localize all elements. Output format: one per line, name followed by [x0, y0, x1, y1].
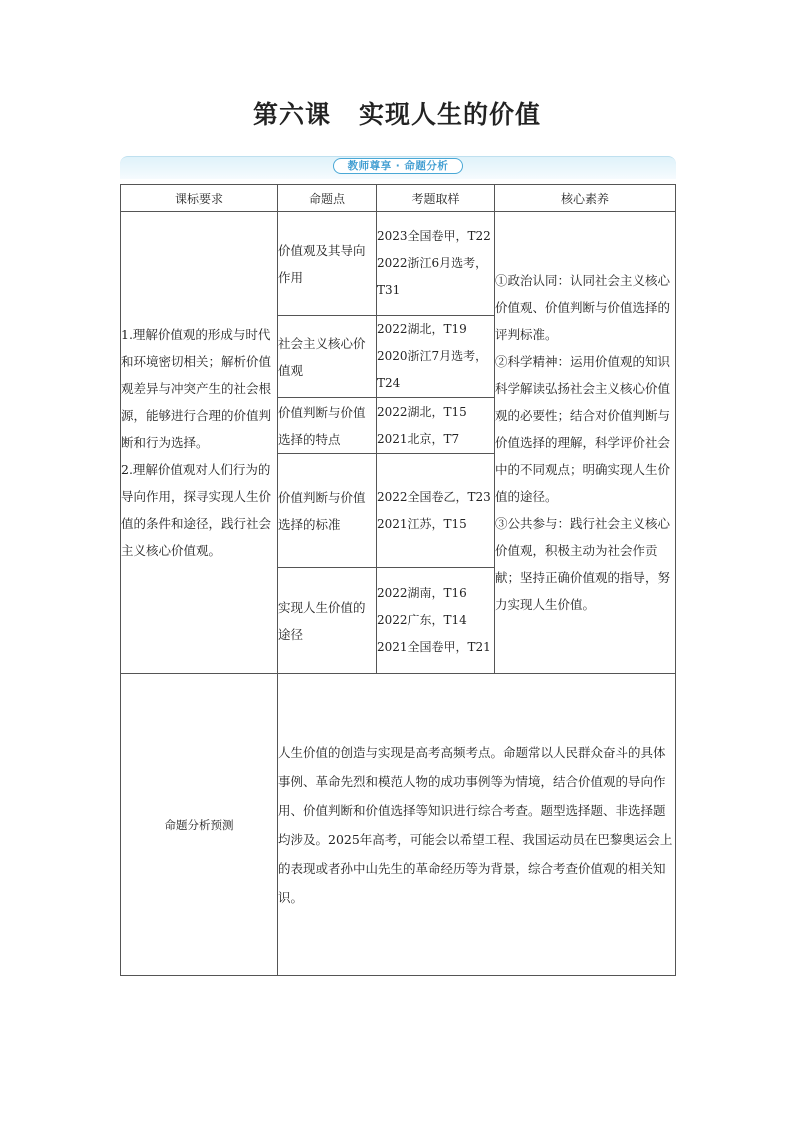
point-cell: 价值判断与价值选择的特点	[278, 398, 377, 454]
core-cell	[495, 212, 676, 674]
core-2: ②科学精神：运用价值观的知识科学解读弘扬社会主义核心价值观的必要性；结合对价值判断与价值选择的理解，科学评价社会中的不同观点；明确实现人生价值的途径。	[495, 354, 671, 504]
header-requirements: 课标要求	[121, 185, 278, 212]
sample: 2022广东，T14	[377, 613, 467, 627]
requirement-2: 2.理解价值观对人们行为的导向作用，探寻实现人生价值的条件和途径，践行社会主义核心价值观。	[121, 462, 272, 558]
point-cell: 价值判断与价值选择的标准	[278, 454, 377, 568]
prediction-label: 命题分析预测	[121, 674, 278, 976]
samples-cell	[377, 212, 495, 316]
core-1: ①政治认同：认同社会主义核心价值观、价值判断与价值选择的评判标准。	[495, 273, 671, 342]
sample: 2021全国卷甲，T21	[377, 640, 491, 654]
point-cell: 社会主义核心价值观	[278, 316, 377, 398]
requirement-1: 1.理解价值观的形成与时代和环境密切相关；解析价值观差异与冲突产生的社会根源，能够进行合理的价值判断和行为选择。	[121, 327, 272, 450]
prediction-text: 人生价值的创造与实现是高考高频考点。命题常以人民群众奋斗的具体事例、革命先烈和模范人物的成功事例等为情境，结合价值观的导向作用、价值判断和价值选择等知识进行综合考查。题型选择题、非选择题均涉及。2025年高考，可能会以希望工程、我国运动员在巴黎奥运会上的表现或者孙中山先生的革命经历等为背景，综合考查价值观的相关知识。	[278, 674, 676, 976]
point-cell: 实现人生价值的途径	[278, 568, 377, 674]
point-cell: 价值观及其导向作用	[278, 212, 377, 316]
page-title	[0, 95, 794, 131]
banner-pill: 教师尊享 · 命题分析	[333, 158, 463, 174]
lesson-number: 第六课	[252, 100, 331, 129]
core-3: ③公共参与：践行社会主义核心价值观，积极主动为社会作贡献；坚持正确价值观的指导，努力实现人生价值。	[495, 516, 671, 612]
sample: 2020浙江7月选考，T24	[377, 349, 488, 390]
header-point: 命题点	[278, 185, 377, 212]
sample: 2023全国卷甲，T22	[377, 229, 491, 243]
samples-cell	[377, 568, 495, 674]
header-row	[121, 185, 676, 212]
header-core: 核心素养	[495, 185, 676, 212]
sample: 2022湖北，T19	[377, 322, 467, 336]
table-row	[121, 212, 676, 316]
header-samples: 考题取样	[377, 185, 495, 212]
prediction-row	[121, 674, 676, 976]
samples-cell	[377, 316, 495, 398]
analysis-table	[120, 184, 676, 976]
sample: 2021北京，T7	[377, 431, 460, 446]
sample: 2022湖南，T16	[377, 586, 467, 600]
teacher-banner	[120, 156, 676, 179]
sample: 2022湖北，T15	[377, 404, 467, 419]
samples-cell	[377, 398, 495, 454]
lesson-name: 实现人生的价值	[359, 100, 542, 129]
requirements-cell	[121, 212, 278, 674]
sample: 2021江苏，T15	[377, 516, 467, 531]
samples-cell	[377, 454, 495, 568]
sample: 2022浙江6月选考，T31	[377, 256, 488, 297]
sample: 2022全国卷乙，T23	[377, 489, 491, 504]
